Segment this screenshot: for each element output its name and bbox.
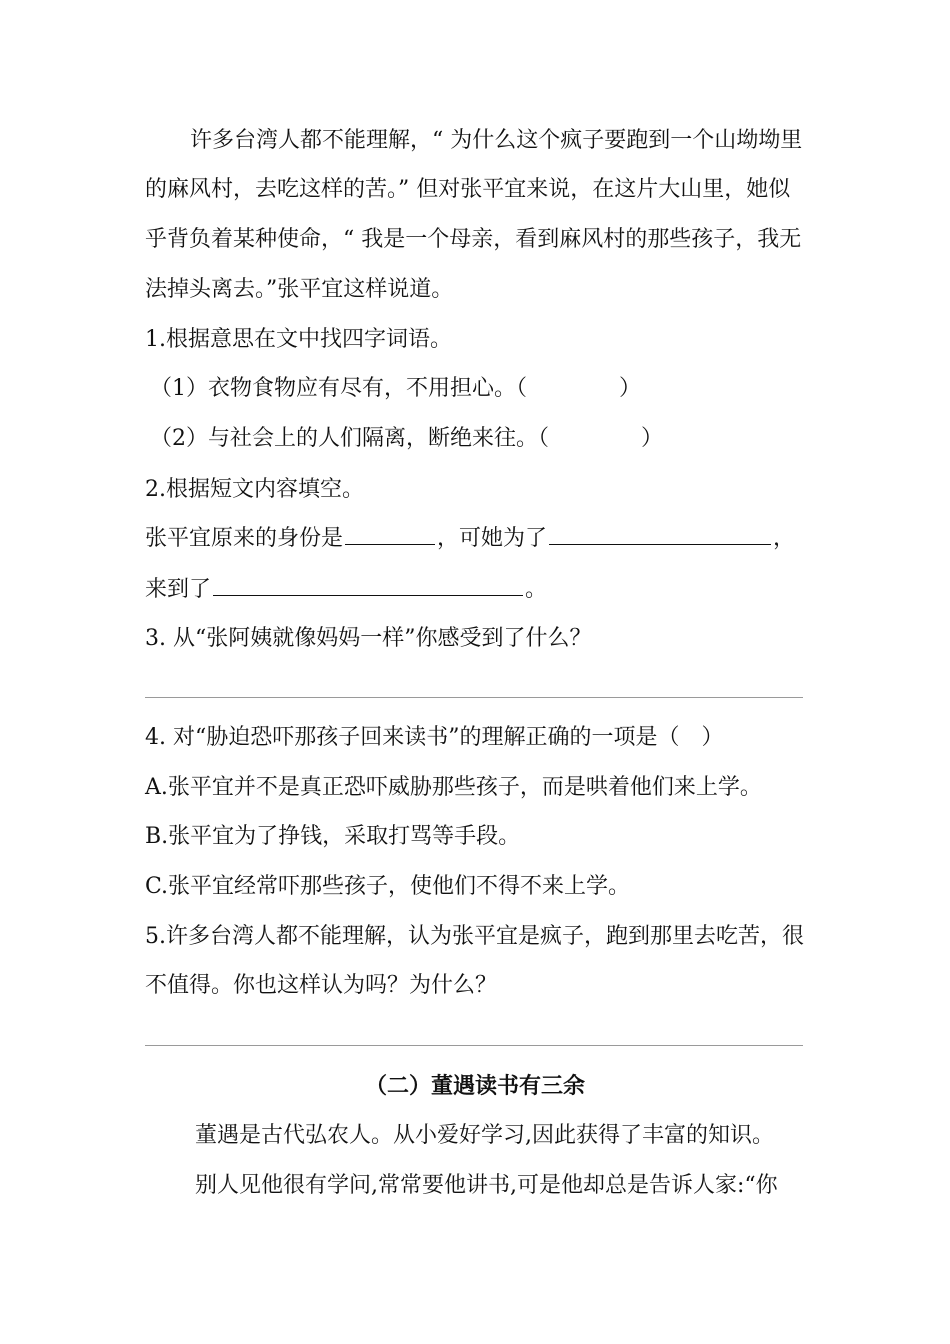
section-2-paragraph-2: 别人见他很有学问,常常要他讲书,可是他却总是告诉人家:“你	[195, 1173, 778, 1198]
question-2-line-1	[145, 524, 825, 554]
passage-line-1: 许多台湾人都不能理解，“ 为什么这个疯子要跑到一个山坳坳里	[190, 128, 803, 153]
question-2-line-2	[145, 575, 825, 605]
question-2-text-c: ，	[773, 526, 796, 551]
question-2-text-e: 。	[525, 577, 548, 602]
passage-line-3: 乎背负着某种使命，“ 我是一个母亲，看到麻风村的那些孩子，我无	[145, 227, 802, 252]
question-1-item-1-text: （1）衣物食物应有尽有，不用担心。（	[150, 376, 527, 401]
question-1-item-2-close: ）	[641, 426, 664, 451]
passage-line-4: 法掉头离去。”张平宜这样说道。	[145, 277, 454, 302]
passage-line-2: 的麻风村，去吃这样的苦。” 但对张平宜来说，在这片大山里，她似	[145, 177, 791, 202]
question-4-prompt: 4. 对“胁迫恐吓那孩子回来读书”的理解正确的一项是（ ）	[145, 725, 724, 750]
question-1-item-1-close: ）	[619, 376, 642, 401]
question-2-prompt: 2.根据短文内容填空。	[145, 477, 364, 502]
question-2-text-a: 张平宜原来的身份是	[145, 526, 344, 551]
question-5-line-1: 5.许多台湾人都不能理解，认为张平宜是疯子，跑到那里去吃苦，很	[145, 924, 804, 949]
answer-blank-2-1[interactable]	[345, 524, 435, 545]
question-2-text-b: ，可她为了	[437, 526, 548, 551]
answer-line-5[interactable]	[145, 1045, 803, 1046]
question-3-prompt: 3. 从“张阿姨就像妈妈一样”你感受到了什么？	[145, 626, 592, 651]
answer-blank-2-3[interactable]	[213, 575, 523, 596]
question-2-text-d: 来到了	[145, 577, 212, 602]
section-2-title: （二）董遇读书有三余	[364, 1073, 585, 1099]
answer-line-3[interactable]	[145, 697, 803, 698]
question-4-option-c: C.张平宜经常吓那些孩子，使他们不得不来上学。	[145, 874, 631, 899]
question-1-item-2	[150, 424, 830, 454]
question-4-option-a: A.张平宜并不是真正恐吓威胁那些孩子，而是哄着他们来上学。	[145, 775, 762, 800]
question-5-line-2: 不值得。你也这样认为吗？为什么？	[145, 973, 498, 998]
question-4-option-b: B.张平宜为了挣钱，采取打骂等手段。	[145, 824, 521, 849]
question-1-prompt: 1.根据意思在文中找四字词语。	[145, 327, 452, 352]
question-1-item-2-text: （2）与社会上的人们隔离，断绝来往。（	[150, 426, 549, 451]
section-2-paragraph-1: 董遇是古代弘农人。从小爱好学习,因此获得了丰富的知识。	[195, 1123, 774, 1148]
question-1-item-1	[150, 374, 830, 404]
answer-blank-2-2[interactable]	[549, 524, 771, 545]
